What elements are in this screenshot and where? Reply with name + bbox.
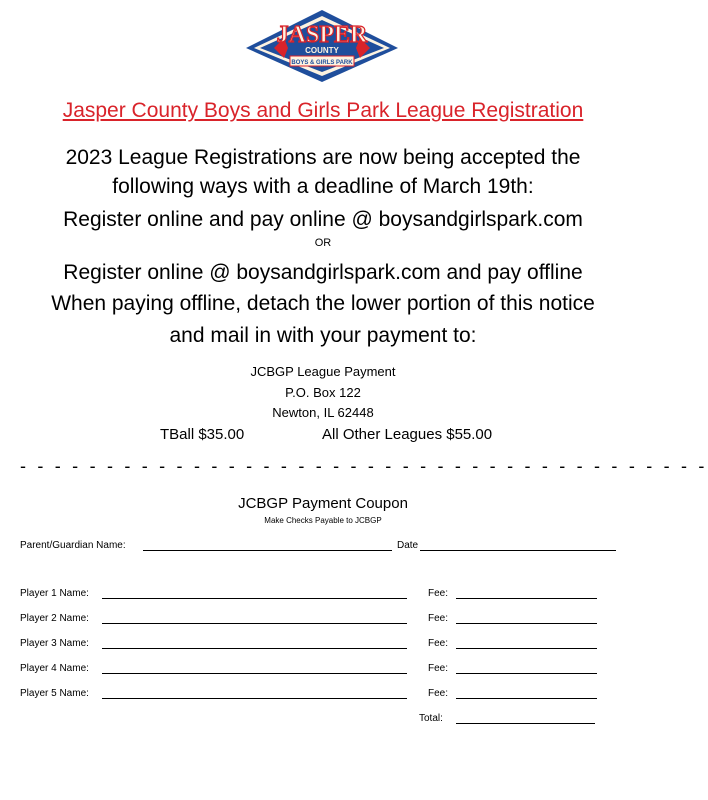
player-1-name-field[interactable] <box>102 598 407 599</box>
player-5-fee-label: Fee: <box>428 688 449 699</box>
date-label: Date <box>397 540 419 551</box>
guardian-label: Parent/Guardian Name: <box>20 540 126 551</box>
player-3-fee-label: Fee: <box>428 638 449 649</box>
player-5-name-field[interactable] <box>102 698 407 699</box>
player-1-fee-field[interactable] <box>456 598 597 599</box>
tball-price: TBall $35.00 <box>160 426 245 443</box>
body-line-5: When paying offline, detach the lower portion of this notice <box>51 292 595 315</box>
player-3-name-field[interactable] <box>102 648 407 649</box>
logo-title: JASPER <box>276 22 368 48</box>
player-4-label: Player 4 Name: <box>20 663 89 674</box>
body-line-4: Register online @ boysandgirlspark.com and pay offline <box>63 261 583 284</box>
total-label: Total: <box>419 713 443 724</box>
body-line-3: Register online and pay online @ boysandgirlspark.com <box>63 208 583 231</box>
body-line-2: following ways with a deadline of March 19th: <box>112 175 534 198</box>
player-4-fee-field[interactable] <box>456 673 597 674</box>
body-line-1: 2023 League Registrations are now being accepted the <box>65 146 581 169</box>
player-2-name-field[interactable] <box>102 623 407 624</box>
coupon-subtitle: Make Checks Payable to JCBGP <box>264 516 382 525</box>
player-2-fee-label: Fee: <box>428 613 449 624</box>
player-3-label: Player 3 Name: <box>20 638 89 649</box>
player-1-label: Player 1 Name: <box>20 588 89 599</box>
player-2-fee-field[interactable] <box>456 623 597 624</box>
date-field[interactable] <box>420 550 616 551</box>
page-title: Jasper County Boys and Girls Park League Registration <box>62 99 584 122</box>
player-1-fee-label: Fee: <box>428 588 449 599</box>
player-5-fee-field[interactable] <box>456 698 597 699</box>
address-city: Newton, IL 62448 <box>272 405 374 420</box>
address-name: JCBGP League Payment <box>250 364 396 379</box>
logo-banner: BOYS & GIRLS PARK <box>291 60 353 66</box>
logo-subtitle: COUNTY <box>305 46 339 55</box>
guardian-name-field[interactable] <box>143 550 392 551</box>
player-3-fee-field[interactable] <box>456 648 597 649</box>
player-2-label: Player 2 Name: <box>20 613 89 624</box>
other-leagues-price: All Other Leagues $55.00 <box>322 426 493 443</box>
or-separator: OR <box>314 237 332 249</box>
jasper-county-logo <box>244 8 400 84</box>
total-field[interactable] <box>456 723 595 724</box>
coupon-title: JCBGP Payment Coupon <box>238 495 408 512</box>
player-4-name-field[interactable] <box>102 673 407 674</box>
player-4-fee-label: Fee: <box>428 663 449 674</box>
address-box: P.O. Box 122 <box>285 385 361 400</box>
body-line-6: and mail in with your payment to: <box>169 324 477 347</box>
player-5-label: Player 5 Name: <box>20 688 89 699</box>
detach-divider: - - - - - - - - - - - - - - - - - - - - - - - - - - - - - - - - - - - - - - - - <box>20 456 708 476</box>
